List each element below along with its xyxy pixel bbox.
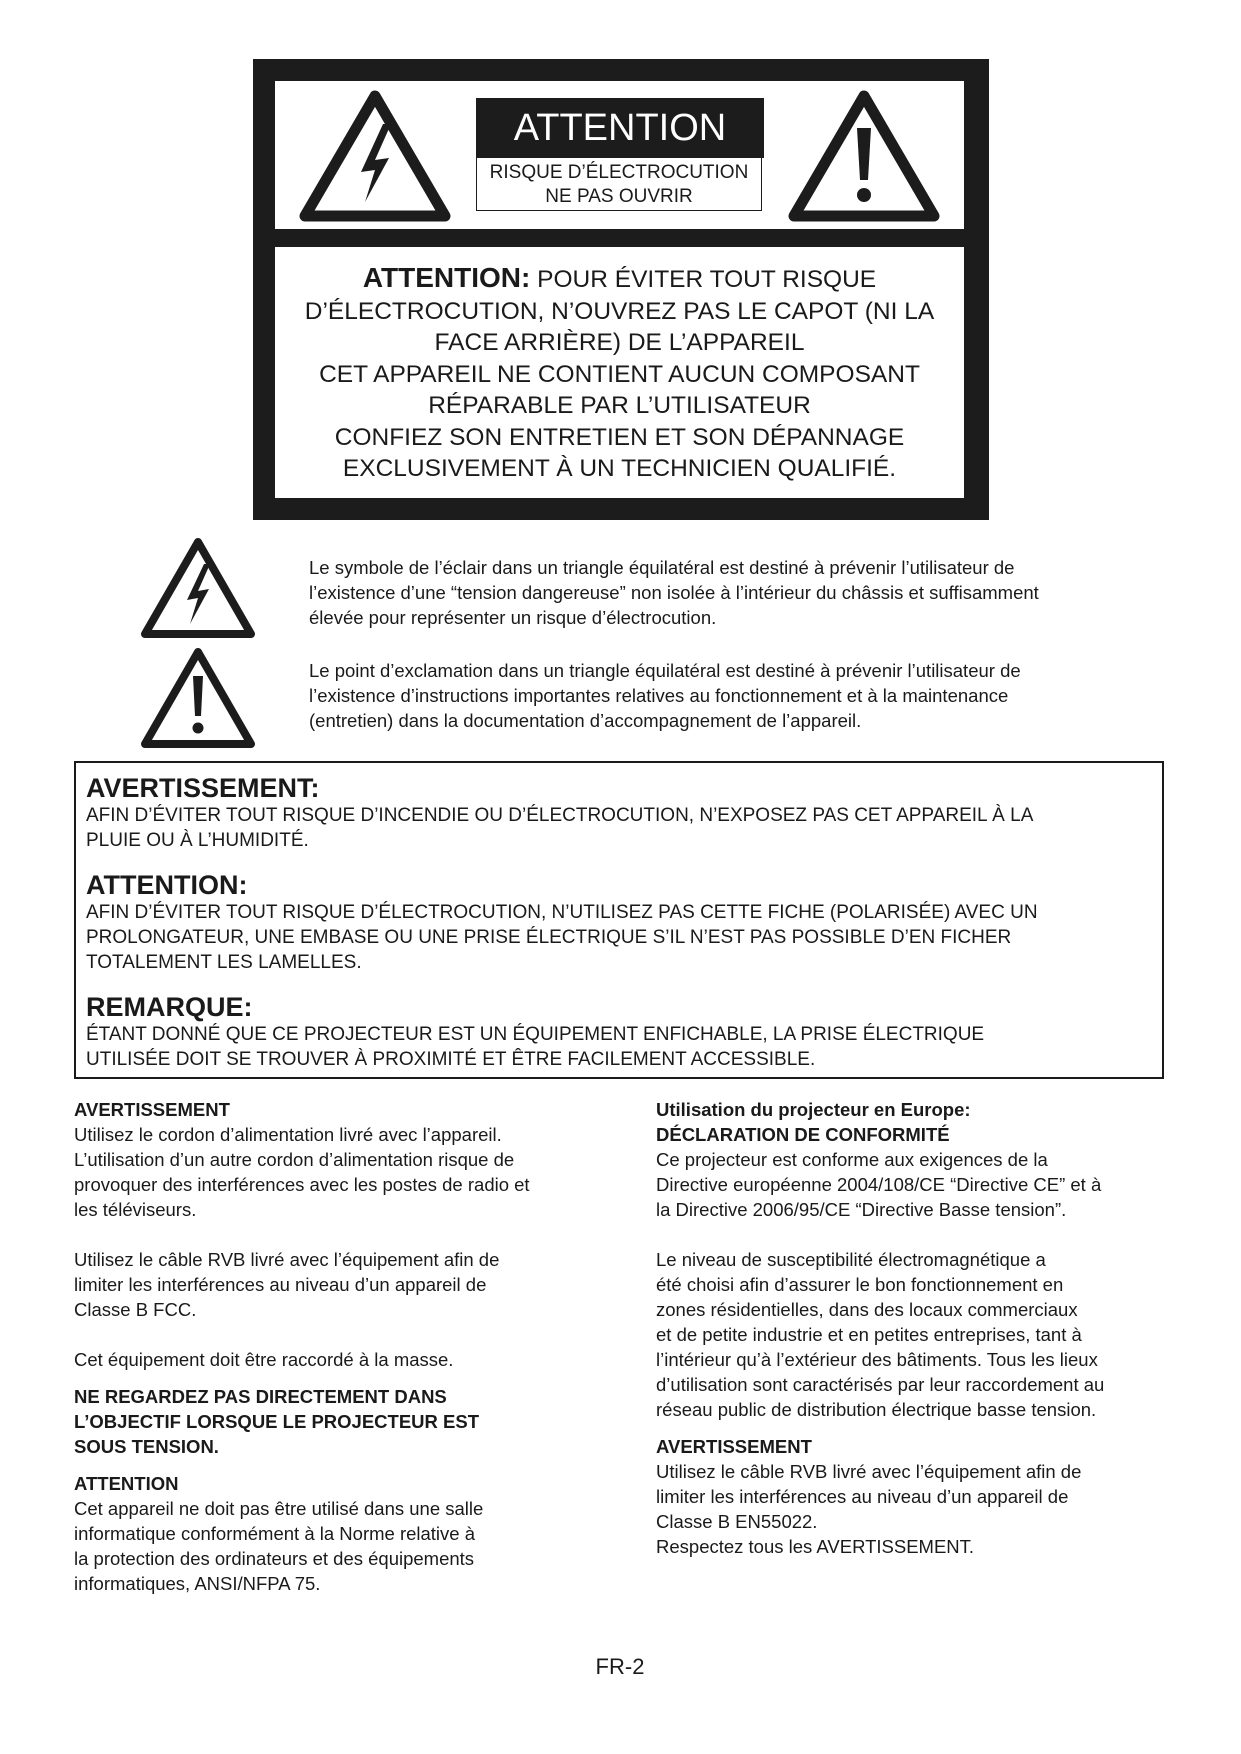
lightning-symbol-icon xyxy=(140,536,256,640)
right-column xyxy=(656,1097,1176,1559)
warning-line: ÉTANT DONNÉ QUE CE PROJECTEUR EST UN ÉQUIPEMENT ENFICHABLE, LA PRISE ÉLECTRIQUE xyxy=(86,1024,985,1045)
paragraph-line: provoquer des interférences avec les postes de radio et xyxy=(74,1174,530,1195)
bold-warning-line: NE REGARDEZ PAS DIRECTEMENT DANS xyxy=(74,1386,447,1407)
avertissement-heading: AVERTISSEMENT: xyxy=(86,773,320,803)
attention-label: ATTENTION xyxy=(476,98,764,158)
paragraph-line: la protection des ordinateurs et des équipements xyxy=(74,1548,475,1569)
caution-line: FACE ARRIÈRE) DE L’APPAREIL xyxy=(434,329,805,356)
caution-line: CONFIEZ SON ENTRETIEN ET SON DÉPANNAGE xyxy=(334,423,905,451)
paragraph-line: réseau public de distribution électrique basse tension. xyxy=(656,1399,1097,1420)
paragraph-line: l’intérieur qu’à l’extérieur des bâtiments. Tous les lieux xyxy=(656,1349,1098,1370)
description-line: l’existence d’instructions importantes relatives au fonctionnement et à la maintenance xyxy=(309,685,1009,706)
page-number: FR-2 xyxy=(595,1654,645,1679)
shock-risk-notice xyxy=(476,158,762,211)
paragraph-line: Utilisez le câble RVB livré avec l’équipement afin de xyxy=(656,1461,1082,1482)
section-heading: DÉCLARATION DE CONFORMITÉ xyxy=(656,1124,950,1145)
electric-shock-warning-icon xyxy=(299,88,451,224)
paragraph-line: Utilisez le cordon d’alimentation livré avec l’appareil. xyxy=(74,1124,502,1145)
description-line: Le symbole de l’éclair dans un triangle équilatéral est destiné à prévenir l’utilisateur de xyxy=(309,557,1015,578)
attention-heading: ATTENTION: xyxy=(86,870,248,900)
exclamation-symbol-description xyxy=(309,658,1144,733)
attention-text xyxy=(86,900,1156,975)
paragraph-line: Directive européenne 2004/108/CE “Directive CE” et à xyxy=(656,1174,1102,1195)
caution-message xyxy=(275,262,964,485)
paragraph-line: informatiques, ANSI/NFPA 75. xyxy=(74,1573,321,1594)
warning-line: PLUIE OU À L’HUMIDITÉ. xyxy=(86,830,309,851)
paragraph-line: Classe B FCC. xyxy=(74,1299,197,1320)
exclamation-symbol-icon xyxy=(140,646,256,750)
section-heading: AVERTISSEMENT xyxy=(74,1099,230,1120)
caution-line: EXCLUSIVEMENT À UN TECHNICIEN QUALIFIÉ. xyxy=(342,455,897,482)
paragraph-line: Cet équipement doit être raccordé à la masse. xyxy=(74,1349,454,1370)
bold-warning-line: SOUS TENSION. xyxy=(74,1436,219,1457)
description-line: élevée pour représenter un risque d’électrocution. xyxy=(309,607,717,628)
warning-line: PROLONGATEUR, UNE EMBASE OU UNE PRISE ÉLECTRIQUE S’IL N’EST PAS POSSIBLE D’EN FICHER xyxy=(86,927,1012,948)
caution-heading: ATTENTION: xyxy=(362,262,531,293)
paragraph-line: Utilisez le câble RVB livré avec l’équipement afin de xyxy=(74,1249,500,1270)
exclamation-warning-icon xyxy=(788,88,940,224)
remarque-heading: REMARQUE: xyxy=(86,992,253,1022)
warning-line: AFIN D’ÉVITER TOUT RISQUE D’INCENDIE OU D’ÉLECTROCUTION, N’EXPOSEZ PAS CET APPAREIL À LA xyxy=(86,805,1034,826)
paragraph-line: L’utilisation d’un autre cordon d’alimentation risque de xyxy=(74,1149,515,1170)
description-line: l’existence d’une “tension dangereuse” non isolée à l’intérieur du châssis et suffisamment xyxy=(309,582,1039,603)
paragraph-line: et de petite industrie et en petites entreprises, tant à xyxy=(656,1324,1082,1345)
paragraph-line: zones résidentielles, dans des locaux commerciaux xyxy=(656,1299,1078,1320)
avertissement-text xyxy=(86,803,1156,853)
paragraph-line: d’utilisation sont caractérisés par leur raccordement au xyxy=(656,1374,1105,1395)
paragraph-line: limiter les interférences au niveau d’un appareil de xyxy=(656,1486,1069,1507)
section-heading: ATTENTION xyxy=(74,1473,179,1494)
bold-warning-line: L’OBJECTIF LORSQUE LE PROJECTEUR EST xyxy=(74,1411,479,1432)
caution-line: POUR ÉVITER TOUT RISQUE xyxy=(537,266,877,293)
caution-line: CET APPAREIL NE CONTIENT AUCUN COMPOSANT xyxy=(319,360,920,388)
paragraph-line: informatique conformément à la Norme relative à xyxy=(74,1523,476,1544)
caution-line: RÉPARABLE PAR L’UTILISATEUR xyxy=(428,392,811,419)
paragraph-line: Ce projecteur est conforme aux exigences de la xyxy=(656,1149,1048,1170)
shock-risk-line: RISQUE D’ÉLECTROCUTION xyxy=(489,162,749,183)
remarque-text xyxy=(86,1022,1156,1072)
paragraph-line: Le niveau de susceptibilité électromagnétique a xyxy=(656,1249,1046,1270)
caution-line: D’ÉLECTROCUTION, N’OUVREZ PAS LE CAPOT (NI LA xyxy=(304,297,935,325)
section-heading: AVERTISSEMENT xyxy=(656,1436,812,1457)
paragraph-line: été choisi afin d’assurer le bon fonctionnement en xyxy=(656,1274,1064,1295)
left-column xyxy=(74,1097,614,1596)
description-line: (entretien) dans la documentation d’accompagnement de l’appareil. xyxy=(309,710,862,731)
paragraph-line: Classe B EN55022. xyxy=(656,1511,818,1532)
paragraph-line: Cet appareil ne doit pas être utilisé dans une salle xyxy=(74,1498,484,1519)
do-not-open-line: NE PAS OUVRIR xyxy=(545,186,693,207)
lightning-symbol-description xyxy=(309,555,1144,630)
warning-line: TOTALEMENT LES LAMELLES. xyxy=(86,952,362,973)
paragraph-line: Respectez tous les AVERTISSEMENT. xyxy=(656,1536,975,1557)
paragraph-line: la Directive 2006/95/CE “Directive Basse tension”. xyxy=(656,1199,1067,1220)
description-line: Le point d’exclamation dans un triangle équilatéral est destiné à prévenir l’utilisateur de xyxy=(309,660,1021,681)
paragraph-line: limiter les interférences au niveau d’un appareil de xyxy=(74,1274,487,1295)
section-heading: Utilisation du projecteur en Europe: xyxy=(656,1099,971,1120)
paragraph-line: les téléviseurs. xyxy=(74,1199,197,1220)
warning-line: AFIN D’ÉVITER TOUT RISQUE D’ÉLECTROCUTION, N’UTILISEZ PAS CETTE FICHE (POLARISÉE) AVEC UN xyxy=(86,902,1038,923)
warning-line: UTILISÉE DOIT SE TROUVER À PROXIMITÉ ET ÊTRE FACILEMENT ACCESSIBLE. xyxy=(86,1049,816,1070)
